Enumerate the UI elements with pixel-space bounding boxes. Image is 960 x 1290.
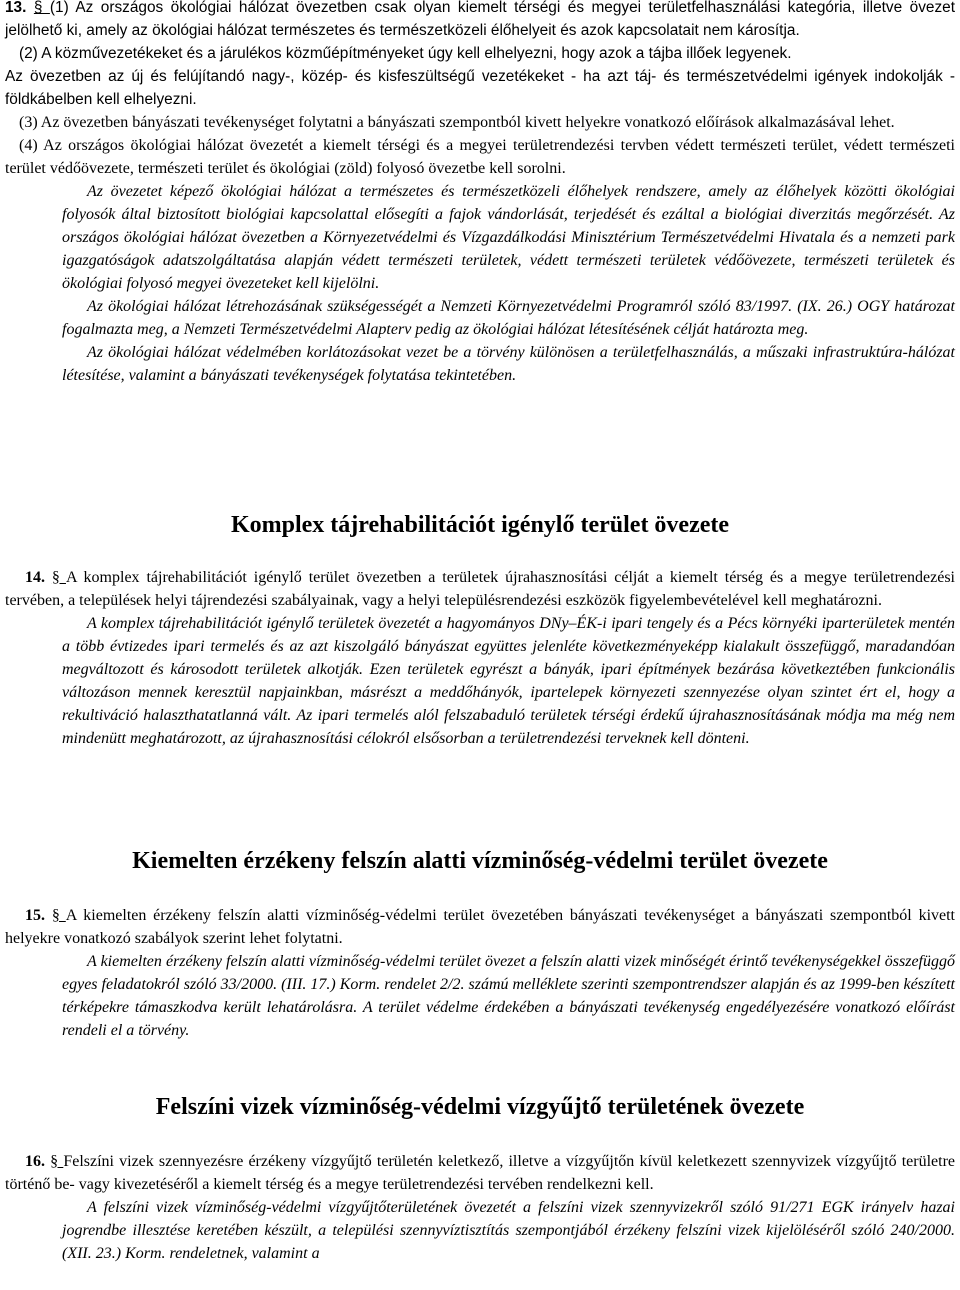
section-13-para-2 (19, 42, 955, 65)
para-text: (3) Az övezetben bányászati tevékenységet folytatni a bányászati szempontból kivett helyekre vonatkozó előírások alkalmazásával lehet. (19, 114, 895, 131)
section-number: 14. (25, 569, 52, 586)
heading-section-15: Kiemelten érzékeny felszín alatti vízminőség-védelmi terület övezete (132, 848, 828, 874)
section-13-para-2b (5, 65, 955, 111)
para-text: A kiemelten érzékeny felszín alatti vízminőség-védelmi terület övezetében bányászati tevékenységet a bányászati szempontból kivett helyekre vonatkozó szabályok szerint lehet folytatni. (5, 907, 956, 947)
commentary-text: Az övezetet képező ökológiai hálózat a természetes és természetközeli élőhelyek rendszere, amely az élőhelyek közötti ökológiai folyosók által biztosított biológiai kapcsolattal elősegíti a fajok vándorlását, terjedését és ezáltal a biológiai diverzitás megőrzését. Az országos ökológiai hálózat övezetben a Környezetvédelmi és Vízgazdálkodási Minisztérium Természetvédelmi Hivatala és a nemzeti park igazgatóságok adatszolgáltatása alapján védett természeti területek, védett természeti területek védőövezete, természeti területek és ökológiai folyosó megyei övezeteket kell kijelölni. (62, 183, 955, 292)
para-text: (2) A közművezetékeket és a járulékos közműépítményeket úgy kell elhelyezni, hogy azok a tájba illőek legyenek. (19, 45, 792, 62)
paragraph-sign: § (51, 907, 66, 924)
para-text: Felszíni vizek szennyezésre érzékeny vízgyűjtő területén keletkező, illetve a vízgyűjtőn kívül keletkezett szennyvizek vízgyűjtő területre történő be- vagy kivezetéséről a kiemelt térség és a megye területrendezési tervében rendelkezni kell. (5, 1153, 956, 1193)
paragraph-sign: § (51, 569, 66, 586)
commentary-text: A komplex tájrehabilitációt igénylő területek övezetét a hagyományos DNy–ÉK-i ipari tengely és a Pécs környéki iparterületek mentén a több évtizedes ipari termelés és az azt kiszolgáló bányászat együttes jelenléte következményeképp kialakult összefüggő, maradandóan megváltozott és károsodott területek alkotják. Ezen területek egyrészt a bányák, ipari építmények bezárása következtében funkcionális változáson mennek keresztül napjainkban, másrészt a meddőhányók, ipartelepek környezeti szennyezése olyan szintet ért el, hogy a rekultiváció halaszthatatlanná vált. Az ipari termelés alól felszabaduló területek térségi érdekű újrahasznosításának módja ma még nem mindenütt meghatározott, az újrahasznosítási célokról elsősorban a területrendezési terveknek kell dönteni. (62, 615, 955, 747)
section-14-para-1 (5, 566, 955, 612)
commentary-text: A kiemelten érzékeny felszín alatti vízminőség-védelmi terület övezet a felszín alatti vizek minőségét érintő tevékenységekkel összefüggő egyes feladatokról szóló 33/2000. (III. 17.) Korm. rendelet 2/2. számú melléklete szerinti szempontrendszer alapján és az 1999-ben készített térképekre támaszkodva került lehatárolásra. A terület védelme érdekében a bányászati tevékenység engedélyezésére vonatkozó előírást rendeli el a törvény. (62, 953, 955, 1039)
section-13-para-1 (5, 0, 955, 42)
section-16-para-1 (5, 1150, 955, 1196)
section-13-commentary-3 (62, 341, 955, 387)
section-number: 13. (5, 0, 34, 16)
heading-section-16: Felszíni vizek vízminőség-védelmi vízgyűjtő területének övezete (155, 1094, 805, 1120)
section-13-para-4 (5, 134, 955, 180)
section-14 (5, 566, 955, 750)
commentary-text: Az ökológiai hálózat védelmében korlátozásokat vezet be a törvény különösen a területfelhasználás, a műszaki infrastruktúra-hálózat létesítése, valamint a bányászati tevékenységek folytatása tekintetében. (62, 344, 955, 384)
section-14-commentary-1 (62, 612, 955, 750)
para-text: Az övezetben az új és felújítandó nagy-, közép- és kisfeszültségű vezetékeket - ha azt táj- és természetvédelmi igények indokolják - földkábelben kell elhelyezni. (5, 68, 955, 108)
commentary-text: A felszíni vizek vízminőség-védelmi vízgyűjtőterületének övezetét a felszíni vizek szennyvizekről szóló 91/271 EGK irányelv hazai jogrendbe illesztése keretében készült, a települési szennyvíztisztítás szempontjából érzékeny felszíni vizek kijelöléséről szóló 240/2000. (XII. 23.) Korm. rendeletnek, valamint a (62, 1199, 955, 1262)
section-13-commentary-1 (62, 180, 955, 295)
para-text: A komplex tájrehabilitációt igénylő terület övezetben a területek újrahasznosítási célját a kiemelt térség és a megye területrendezési tervében, a települések helyi tájrendezési szabályainak, vagy a helyi településrendezési eszközök figyelembevételével kell meghatározni. (5, 569, 955, 609)
section-13-commentary-2 (62, 295, 955, 341)
paragraph-sign: § (50, 1153, 64, 1170)
section-13-para-3 (5, 111, 955, 134)
section-16 (5, 1150, 955, 1265)
paragraph-sign: § (33, 0, 50, 16)
section-15-para-1 (5, 904, 955, 950)
commentary-text: Az ökológiai hálózat létrehozásának szükségességét a Nemzeti Környezetvédelmi Programról szóló 83/1997. (IX. 26.) OGY határozat fogalmazta meg, a Nemzeti Természetvédelmi Alapterv pedig az ökológiai hálózat létesítésének célját határozta meg. (62, 298, 955, 338)
section-13 (5, 0, 955, 387)
heading-section-14: Komplex tájrehabilitációt igénylő terület övezete (230, 512, 730, 538)
section-number: 16. (25, 1153, 51, 1170)
section-16-commentary-1 (62, 1196, 955, 1265)
section-15-commentary-1 (62, 950, 955, 1042)
para-text: (4) Az országos ökológiai hálózat övezetét a kiemelt térségi és a megyei területrendezési tervben védett természeti terület, védett természeti terület védőövezete, természeti terület és ökológiai (zöld) folyosó övezetbe kell sorolni. (5, 137, 955, 177)
para-text: (1) Az országos ökológiai hálózat övezetben csak olyan kiemelt térségi és megyei területfelhasználási kategória, illetve övezet jelölhető ki, amely az ökológiai hálózat természetes és természetközeli élőhelyeit és azok kapcsolatait nem károsítja. (5, 0, 956, 39)
section-15 (5, 904, 955, 1042)
section-number: 15. (25, 907, 52, 924)
